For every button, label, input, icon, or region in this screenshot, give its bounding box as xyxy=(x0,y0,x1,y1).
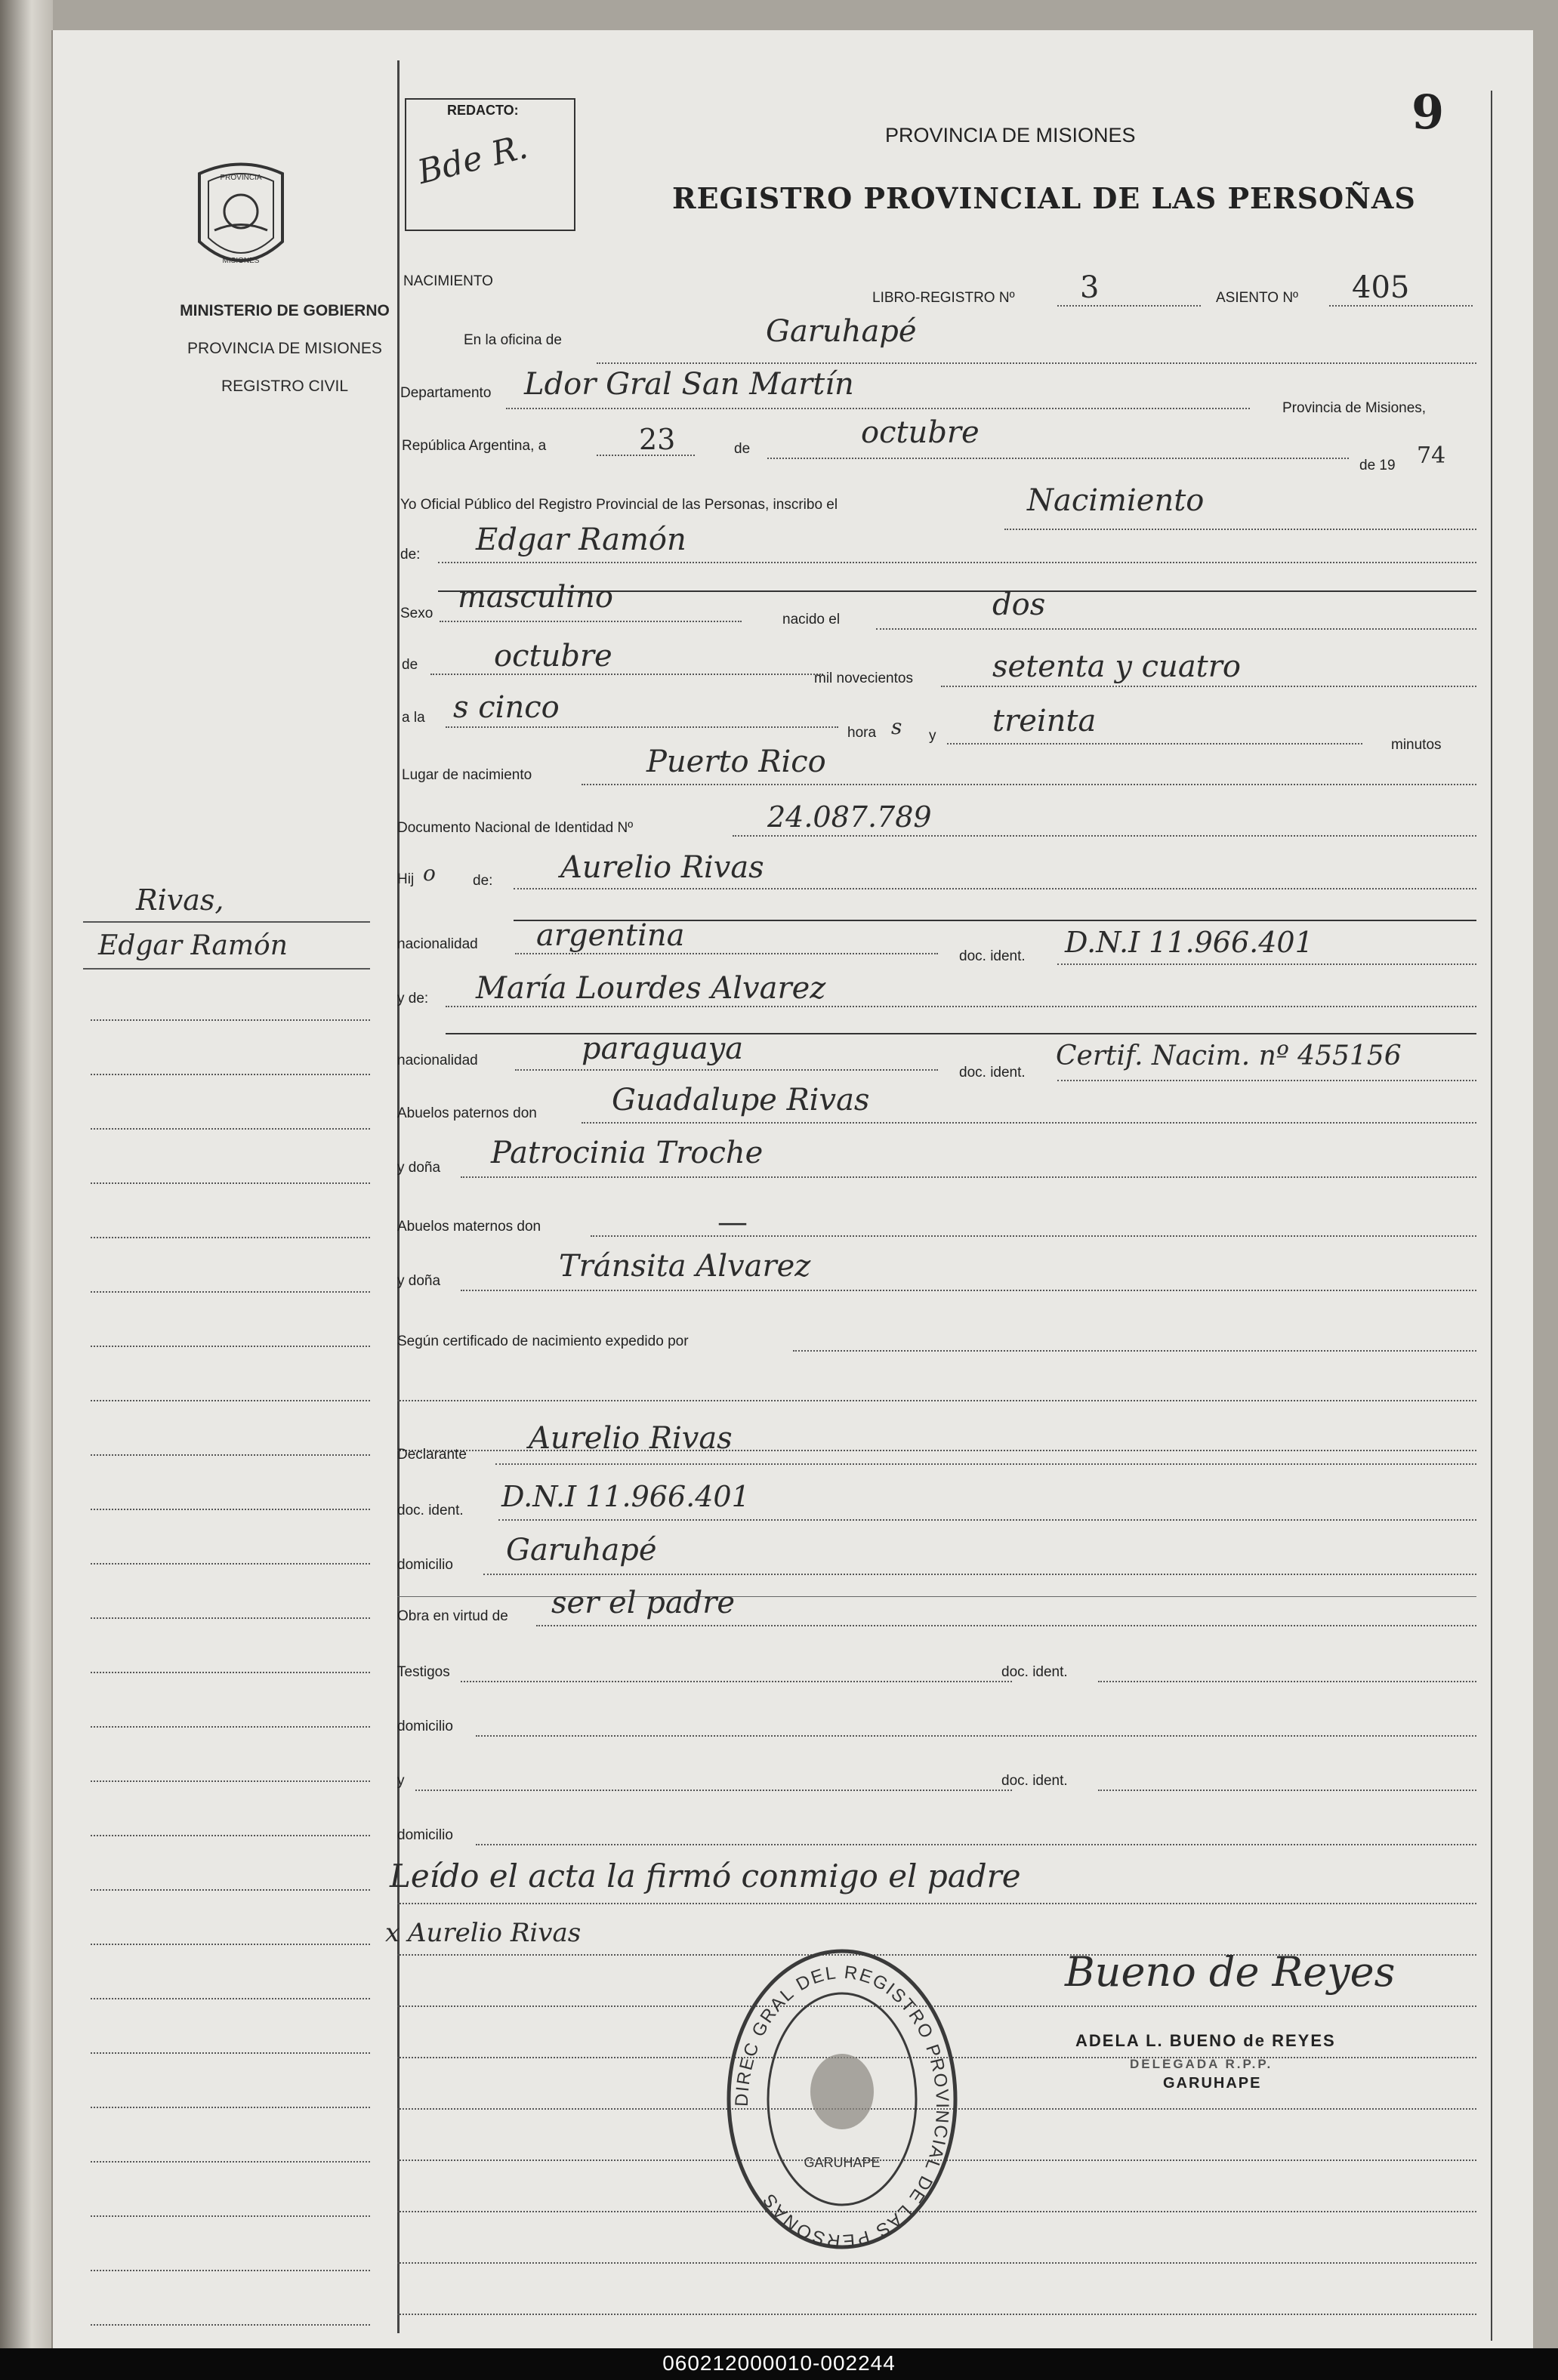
bottom-ruled-line xyxy=(397,2262,1476,2264)
nacido-label: nacido el xyxy=(782,612,841,627)
column-divider xyxy=(397,60,400,2333)
sexo-line xyxy=(440,621,742,622)
testigo2-line xyxy=(415,1790,1012,1791)
mes-value: octubre xyxy=(861,415,980,450)
testigos-label: Testigos xyxy=(397,1664,450,1680)
obra-line xyxy=(536,1625,1476,1626)
redacto-box xyxy=(405,98,575,231)
decl-doc-label: doc. ident. xyxy=(397,1503,464,1518)
padre-doc-value: D.N.I 11.966.401 xyxy=(1065,926,1313,959)
acto-line xyxy=(1004,529,1476,530)
ala-label: a la xyxy=(402,710,425,726)
book-binding xyxy=(0,0,53,2348)
horas-label: hora xyxy=(847,725,877,741)
madre-nac-line xyxy=(515,1069,938,1071)
testigos-domicilio-line xyxy=(476,1735,1476,1737)
margin-ruled-line xyxy=(91,2052,370,2054)
acto-value: Nacimiento xyxy=(1027,483,1205,518)
abuela-pat-label: y doña xyxy=(397,1160,441,1176)
segun-line xyxy=(793,1350,1476,1352)
nombre-line xyxy=(438,562,1476,563)
nacimiento-label: NACIMIENTO xyxy=(403,273,493,289)
libro-line xyxy=(1057,305,1201,307)
domicilio-value: Garuhapé xyxy=(506,1533,657,1568)
margin-ruled-line xyxy=(91,1509,370,1510)
margin-ruled-line xyxy=(91,1400,370,1401)
margin-ruled-line xyxy=(91,1672,370,1673)
padre-value: Aurelio Rivas xyxy=(560,850,764,885)
right-border xyxy=(1491,91,1492,2341)
lugar-label: Lugar de nacimiento xyxy=(402,767,532,783)
decl-doc-value: D.N.I 11.966.401 xyxy=(501,1480,750,1513)
yde-label: y de: xyxy=(397,991,429,1007)
nombre-value: Edgar Ramón xyxy=(476,523,686,557)
footer-bar xyxy=(0,2348,1558,2380)
redacto-label: REDACTO: xyxy=(447,103,519,118)
margin-ruled-line xyxy=(91,2324,370,2326)
abuelos-mat-label: Abuelos maternos don xyxy=(397,1219,541,1235)
year-prefix-label: de 19 xyxy=(1359,458,1396,473)
footer-id: 060212000010-002244 xyxy=(662,2351,896,2375)
padre-nac-label: nacionalidad xyxy=(397,936,478,952)
margin-ruled-line xyxy=(91,1835,370,1836)
official-role: DELEGADA R.P.P. xyxy=(1130,2057,1273,2071)
registry-stamp xyxy=(717,1941,967,2258)
departamento-label: Departamento xyxy=(400,385,492,401)
dni-line xyxy=(733,835,1476,837)
madre-value: María Lourdes Alvarez xyxy=(476,971,826,1006)
margin-ruled-line xyxy=(91,1019,370,1021)
ministry-line2: PROVINCIA DE MISIONES xyxy=(187,340,382,357)
testigos-domicilio-label: domicilio xyxy=(397,1719,453,1734)
hijo-suffix: o xyxy=(423,861,436,886)
provincia-misiones-label: Provincia de Misiones, xyxy=(1282,400,1427,416)
header-title: REGISTRO PROVINCIAL DE LAS PERSOÑAS xyxy=(672,181,1416,215)
obra-label: Obra en virtud de xyxy=(397,1608,508,1624)
testigo2-domicilio-label: domicilio xyxy=(397,1827,453,1843)
minutos-value: treinta xyxy=(992,704,1097,738)
hijo-label: Hij xyxy=(397,871,415,887)
oficina-label: En la oficina de xyxy=(464,332,562,348)
departamento-value: Ldor Gral San Martín xyxy=(524,367,854,402)
libro-value: 3 xyxy=(1080,270,1100,305)
abuela-mat-value: Tránsita Alvarez xyxy=(559,1249,811,1284)
official-signature: Bueno de Reyes xyxy=(1065,1948,1396,1996)
libro-label: LIBRO-REGISTRO Nº xyxy=(872,290,1015,306)
madre-doc-label: doc. ident. xyxy=(959,1065,1026,1081)
margin-ruled-line xyxy=(91,1726,370,1728)
margin-ruled-line xyxy=(91,2161,370,2163)
lugar-value: Puerto Rico xyxy=(646,745,826,779)
margin-ruled-line xyxy=(91,1617,370,1619)
mil-label: mil novecientos xyxy=(814,671,913,686)
declarante-value: Aurelio Rivas xyxy=(529,1421,733,1456)
madre-nac-label: nacionalidad xyxy=(397,1053,478,1068)
oficial-label: Yo Oficial Público del Registro Provincial de las Personas, inscribo el xyxy=(400,497,838,513)
madre-doc-value: Certif. Nacim. nº 455156 xyxy=(1056,1040,1402,1071)
margin-ruled-line xyxy=(91,2270,370,2271)
testigos-doc-label: doc. ident. xyxy=(1001,1664,1068,1680)
official-name: ADELA L. BUENO de REYES xyxy=(1075,2031,1336,2050)
margin-ruled-line xyxy=(91,1780,370,1782)
margin-ruled-line xyxy=(91,1889,370,1891)
stamp-text: DIREC GRAL DEL REGISTRO PROVINCIAL DE LAS PERSONAS xyxy=(731,1962,953,2252)
dni-value: 24.087.789 xyxy=(767,800,932,834)
testigo2-domicilio-line xyxy=(476,1844,1476,1845)
madre-doc-line xyxy=(1057,1080,1476,1081)
margin-surname: Rivas, xyxy=(136,883,224,917)
margin-underline-1 xyxy=(83,921,370,923)
emblem-bottom-text: MISIONES xyxy=(222,257,260,265)
official-place: GARUHAPE xyxy=(1163,2075,1262,2092)
minutos-line xyxy=(947,743,1362,745)
testigos-line xyxy=(461,1681,1012,1682)
testigo2-doc-label: doc. ident. xyxy=(1001,1773,1068,1789)
asiento-value: 405 xyxy=(1352,270,1410,305)
nacido-mes-value: octubre xyxy=(494,639,612,674)
padre-nac-value: argentina xyxy=(536,918,685,953)
abuelo-mat-value: — xyxy=(717,1205,748,1240)
hora-s-value: s xyxy=(891,714,902,739)
margin-underline-2 xyxy=(83,968,370,970)
declarante-label: Declarante xyxy=(397,1447,467,1463)
redacto-initials: Bde R. xyxy=(414,127,532,193)
nombre-label: de: xyxy=(400,547,421,563)
documento-label: Documento Nacional de Identidad Nº xyxy=(397,820,634,836)
testigos-doc-line xyxy=(1098,1681,1476,1682)
dia-value: 23 xyxy=(639,423,676,456)
de1-label: de xyxy=(734,441,751,457)
abuela-pat-value: Patrocinia Troche xyxy=(491,1136,764,1170)
de3-label: de xyxy=(402,657,418,673)
oficina-line xyxy=(597,362,1476,364)
margin-ruled-line xyxy=(91,1074,370,1075)
testigo2-doc-line xyxy=(1098,1790,1476,1791)
abuela-mat-line xyxy=(461,1290,1476,1291)
padre-doc-label: doc. ident. xyxy=(959,948,1026,964)
page-number: 9 xyxy=(1411,85,1445,140)
margin-ruled-line xyxy=(91,1944,370,1945)
margin-ruled-line xyxy=(91,1998,370,1999)
madre-line xyxy=(446,1006,1476,1007)
hijo-de-label: de: xyxy=(473,873,493,889)
header-province: PROVINCIA DE MISIONES xyxy=(885,124,1136,146)
asiento-line xyxy=(1329,305,1473,307)
nacido-anio-value: setenta y cuatro xyxy=(992,649,1241,684)
oficina-value: Garuhapé xyxy=(766,314,917,349)
padre-nac-line xyxy=(515,953,938,954)
margin-ruled-line xyxy=(91,1454,370,1456)
father-signature: x Aurelio Rivas xyxy=(385,1918,582,1948)
stamp-place: GARUHAPE xyxy=(804,2155,881,2170)
domicilio-label: domicilio xyxy=(397,1557,453,1573)
bottom-ruled-line xyxy=(397,2314,1476,2315)
padre-line xyxy=(514,888,1476,889)
margin-ruled-line xyxy=(91,1563,370,1565)
segun-label: Según certificado de nacimiento expedido por xyxy=(397,1333,689,1349)
lugar-line xyxy=(582,784,1476,785)
margin-ruled-line xyxy=(91,1291,370,1293)
nacido-dia-line xyxy=(876,628,1476,630)
margin-ruled-line xyxy=(91,1182,370,1184)
abuelo-pat-line xyxy=(582,1122,1476,1124)
domicilio-line xyxy=(483,1574,1476,1575)
year-value: 74 xyxy=(1417,442,1446,469)
province-emblem xyxy=(192,159,290,279)
segun-line-2 xyxy=(397,1400,1476,1401)
abuela-pat-line xyxy=(461,1176,1476,1178)
ministry-line3: REGISTRO CIVIL xyxy=(221,378,349,395)
republica-label: República Argentina, a xyxy=(402,438,547,454)
testigo2-label: y xyxy=(397,1773,405,1789)
asiento-label: ASIENTO Nº xyxy=(1216,290,1298,306)
margin-ruled-line xyxy=(91,2215,370,2217)
departamento-line xyxy=(506,408,1250,409)
obra-value: ser el padre xyxy=(551,1586,736,1620)
nacido-mes-line xyxy=(430,674,823,675)
closing-text: Leído el acta la firmó conmigo el padre xyxy=(390,1857,1021,1894)
margin-ruled-line xyxy=(91,1346,370,1347)
ministry-line1: MINISTERIO DE GOBIERNO xyxy=(180,302,390,319)
sexo-label: Sexo xyxy=(400,606,433,621)
abuelos-pat-label: Abuelos paternos don xyxy=(397,1105,537,1121)
nacido-dia-value: dos xyxy=(992,587,1046,622)
hora-value: s cinco xyxy=(453,690,560,725)
bottom-ruled-line xyxy=(397,1903,1476,1904)
mes-line xyxy=(767,458,1349,459)
y-label: y xyxy=(929,728,936,744)
margin-ruled-line xyxy=(91,1237,370,1238)
certificate-page xyxy=(51,30,1533,2348)
abuela-mat-label: y doña xyxy=(397,1273,441,1289)
decl-doc-line xyxy=(498,1519,1476,1521)
minutos-label: minutos xyxy=(1391,737,1442,753)
madre-nac-value: paraguaya xyxy=(582,1031,744,1066)
margin-ruled-line xyxy=(91,1128,370,1130)
abuelo-pat-value: Guadalupe Rivas xyxy=(612,1083,870,1118)
nacido-anio-line xyxy=(941,686,1476,687)
emblem-top-text: PROVINCIA xyxy=(220,174,262,182)
margin-ruled-line xyxy=(91,2107,370,2108)
hora-line xyxy=(446,726,838,728)
margin-given-names: Edgar Ramón xyxy=(98,930,288,961)
sexo-value: masculino xyxy=(458,580,613,615)
declarante-line xyxy=(495,1463,1476,1465)
padre-doc-line xyxy=(1057,963,1476,965)
